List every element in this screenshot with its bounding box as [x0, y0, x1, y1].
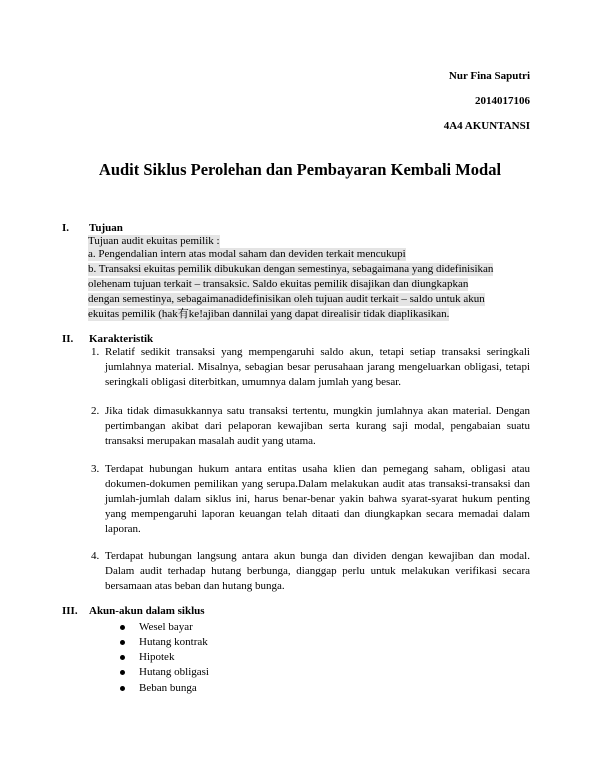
bullet-icon — [120, 625, 125, 630]
section-1-line: ekuitas pemilik (hak有ke!ajiban dannilai yang dapat direalisir tidak diaplikasikan. — [88, 308, 450, 320]
bullet-icon — [120, 686, 125, 691]
item-number: 4. — [91, 550, 100, 562]
class-label: 4A4 AKUNTANSI — [443, 120, 530, 132]
section-3-title: Akun-akun dalam siklus — [89, 605, 205, 617]
item-paragraph: Terdapat hubungan hukum antara entitas usaha klien dan pemegang saham, obligasi atau dokumen-dokumen pemilikan yang serupa.Dalam melakukan audit atas transaksi-transaksi dan jumlah-jumlah dalam siklus ini, harus benar-benar yakin bahwa syarat-syarat hukum penting yang mempengaruhi laporan keuangan telah ditaati dan diungkapkan secara memadai dalam laporan. — [105, 463, 530, 535]
section-1-line: Tujuan audit ekuitas pemilik : — [88, 235, 220, 247]
section-2-number: II. — [62, 333, 74, 345]
section-1-line: olehenam tujuan terkait – transaksic. Saldo ekuitas pemilik disajikan dan diungkapkan — [88, 278, 469, 290]
section-1-line: a. Pengendalian intern atas modal saham dan deviden terkait mencukupi — [88, 248, 406, 260]
list-item: Wesel bayar — [120, 621, 193, 633]
section-1-title: Tujuan — [89, 222, 123, 234]
bullet-icon — [120, 655, 125, 660]
item-paragraph: Relatif sedikit transaksi yang mempengaruhi saldo akun, tetapi setiap transaksi seringkali jumlahnya material. Misalnya, sebagian besar perusahaan jarang mengeluarkan obligasi, tetapi seringkali obligasi diterbitkan, umumnya dalam jumlah yang besar. — [105, 346, 530, 388]
section-2-title: Karakteristik — [89, 333, 154, 345]
item-paragraph: Terdapat hubungan langsung antara akun bunga dan dividen dengan kewajiban dan modal. Dalam audit terhadap hutang berbunga, dianggap perlu untuk melakukan verifikasi secara bersamaan atas beban dan hutang bunga. — [105, 550, 530, 592]
author-name: Nur Fina Saputri — [448, 70, 530, 82]
item-number: 3. — [91, 463, 100, 475]
item-number: 2. — [91, 405, 100, 417]
item-paragraph: Jika tidak dimasukkannya satu transaksi tertentu, mungkin jumlahnya akan material. Dengan pertimbangan akibat dari pelaporan kewajiban serta kurang saji modal, pengabaian suatu transaksi merupakan masalah audit yang utama. — [105, 405, 530, 447]
section-1-line: b. Transaksi ekuitas pemilik dibukukan dengan semestinya, sebagaimana yang didefinisikan — [88, 263, 494, 275]
document-title: Audit Siklus Perolehan dan Pembayaran Kembali Modal — [98, 160, 502, 179]
student-id: 2014017106 — [475, 95, 530, 107]
list-item: Hutang obligasi — [120, 666, 209, 678]
list-item: Hipotek — [120, 651, 174, 663]
bullet-icon — [120, 670, 125, 675]
section-1-line: dengan semestinya, sebagaimanadidefinisikan oleh tujuan audit terkait – saldo untuk akun — [88, 293, 485, 305]
bullet-icon — [120, 640, 125, 645]
list-item: Hutang kontrak — [120, 636, 208, 648]
section-1-number: I. — [62, 222, 70, 234]
item-number: 1. — [91, 346, 100, 358]
list-item: Beban bunga — [120, 682, 197, 694]
section-3-number: III. — [62, 605, 78, 617]
